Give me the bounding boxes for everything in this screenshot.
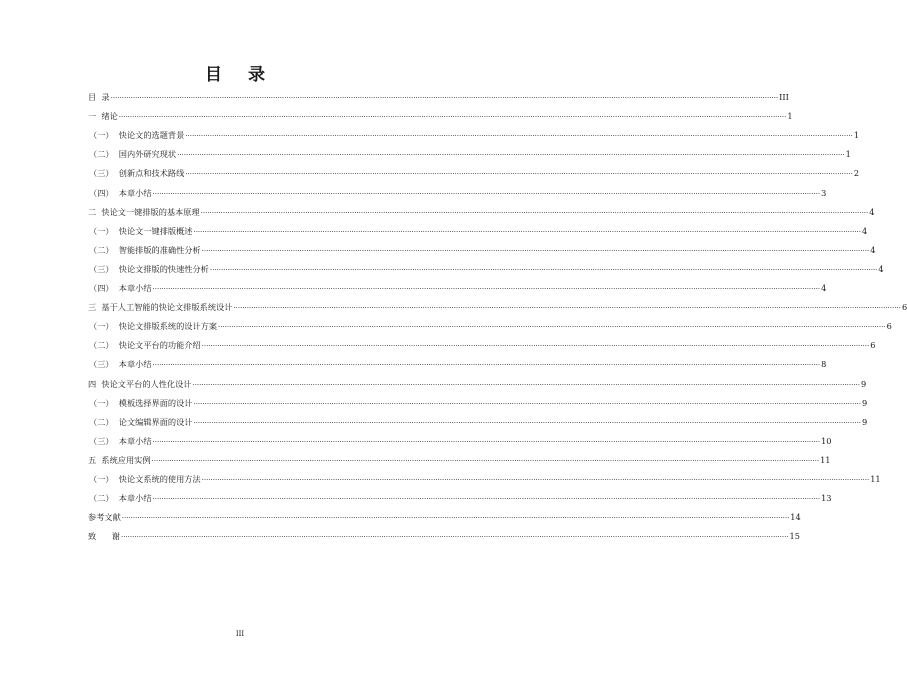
- toc-entry-page: 3: [821, 187, 827, 198]
- toc-entry[interactable]: [88, 178, 827, 198]
- dot-leader: ............................................................................................................................................................................................................................................................................................................: [192, 378, 860, 387]
- toc-entry-page: 4: [869, 206, 875, 217]
- toc-entry-page: 11: [870, 473, 881, 484]
- toc-entry-page: 4: [870, 244, 876, 255]
- toc-entry-page: 9: [862, 416, 868, 427]
- toc-entry-label: （三） 本章小结: [89, 359, 152, 370]
- toc-entry-page: 13: [821, 493, 832, 504]
- toc-entry-label: （四） 本章小结: [89, 283, 152, 294]
- dot-leader: ............................................................................................................................................................................................................................................................................................................: [193, 397, 861, 406]
- dot-leader: ............................................................................................................................................................................................................................................................................................................: [152, 283, 821, 292]
- toc-entry-label: 三 基于人工智能的快论文排版系统设计: [88, 302, 233, 313]
- toc-entry-page: 6: [901, 302, 907, 313]
- toc-entry-page: III: [779, 92, 789, 103]
- toc-entry-page: 15: [789, 531, 800, 542]
- toc-entry-label: （一） 快论文的选题背景: [89, 130, 185, 141]
- table-of-contents: [88, 83, 907, 542]
- toc-entry[interactable]: [88, 140, 851, 160]
- toc-entry[interactable]: [88, 121, 860, 141]
- toc-entry-label: （三） 本章小结: [89, 435, 152, 446]
- toc-entry-label: （一） 快论文系统的使用方法: [89, 473, 201, 484]
- dot-leader: ............................................................................................................................................................................................................................................................................................................: [193, 416, 861, 425]
- dot-leader: ............................................................................................................................................................................................................................................................................................................: [152, 493, 821, 502]
- toc-entry-label: 四 快论文平台的人性化设计: [88, 378, 192, 389]
- toc-entry[interactable]: [88, 159, 860, 179]
- toc-entry-label: （一） 快论文排版系统的设计方案: [89, 321, 218, 332]
- toc-entry-label: （二） 国内外研究现状: [89, 149, 177, 160]
- toc-entry-page: 1: [853, 130, 860, 141]
- toc-entry-page: 6: [886, 321, 892, 332]
- toc-entry-page: 4: [878, 263, 884, 274]
- dot-leader: ............................................................................................................................................................................................................................................................................................................: [193, 225, 861, 234]
- toc-entry-label: （二） 论文编辑界面的设计: [89, 416, 193, 427]
- dot-leader: ............................................................................................................................................................................................................................................................................................................: [152, 435, 821, 444]
- dot-leader: ............................................................................................................................................................................................................................................................................................................: [201, 473, 870, 482]
- toc-entry-label: 一 绪论: [88, 111, 118, 122]
- toc-entry-label: （四） 本章小结: [89, 187, 152, 198]
- toc-entry[interactable]: [88, 369, 867, 389]
- toc-entry-page: 2: [853, 168, 860, 179]
- dot-leader: ............................................................................................................................................................................................................................................................................................................: [118, 111, 787, 120]
- toc-entry-label: 致 谢: [88, 531, 120, 542]
- dot-leader: ............................................................................................................................................................................................................................................................................................................: [152, 187, 821, 196]
- toc-entry-label: 目 录: [88, 92, 110, 103]
- toc-entry-label: （二） 快论文平台的功能介绍: [89, 340, 201, 351]
- toc-entry-page: 9: [861, 378, 867, 389]
- toc-entry[interactable]: [88, 274, 827, 294]
- dot-leader: ............................................................................................................................................................................................................................................................................................................: [185, 168, 853, 177]
- toc-entry-label: （一） 快论文一键排版概述: [89, 225, 193, 236]
- toc-entry[interactable]: [88, 83, 789, 103]
- dot-leader: ............................................................................................................................................................................................................................................................................................................: [201, 244, 870, 253]
- dot-leader: ............................................................................................................................................................................................................................................................................................................: [201, 340, 870, 349]
- page-number: III: [235, 630, 245, 638]
- dot-leader: ............................................................................................................................................................................................................................................................................................................: [152, 359, 821, 368]
- dot-leader: ............................................................................................................................................................................................................................................................................................................: [185, 130, 853, 139]
- toc-entry[interactable]: [88, 408, 868, 427]
- toc-entry[interactable]: [88, 465, 881, 484]
- dot-leader: ............................................................................................................................................................................................................................................................................................................: [200, 206, 869, 215]
- dot-leader: ............................................................................................................................................................................................................................................................................................................: [177, 149, 845, 158]
- toc-entry-page: 8: [821, 359, 827, 370]
- toc-entry[interactable]: [88, 102, 793, 122]
- page-title: 目 录: [205, 65, 275, 85]
- toc-entry[interactable]: [88, 350, 827, 370]
- toc-entry-label: 参考文献: [88, 512, 121, 523]
- toc-entry-page: 14: [790, 512, 801, 523]
- toc-entry-label: （三） 创新点和技术路线: [89, 168, 185, 179]
- toc-entry-label: （一） 模板选择界面的设计: [89, 397, 193, 408]
- toc-entry-page: 1: [787, 111, 793, 122]
- dot-leader: ............................................................................................................................................................................................................................................................................................................: [218, 321, 886, 330]
- toc-entry-label: 五 系统应用实例: [88, 454, 151, 465]
- toc-entry[interactable]: [88, 522, 800, 542]
- toc-entry[interactable]: [88, 293, 907, 313]
- toc-entry[interactable]: [88, 389, 868, 408]
- dot-leader: ............................................................................................................................................................................................................................................................................................................: [209, 263, 878, 272]
- toc-entry-page: 6: [870, 340, 876, 351]
- toc-entry[interactable]: [88, 484, 832, 504]
- toc-entry[interactable]: [88, 312, 892, 332]
- toc-entry[interactable]: [88, 198, 875, 217]
- toc-entry-label: （二） 智能排版的准确性分析: [89, 244, 201, 255]
- toc-entry-page: 4: [862, 225, 868, 236]
- toc-entry[interactable]: [88, 236, 876, 255]
- toc-entry[interactable]: [88, 217, 868, 236]
- toc-entry-label: （三） 快论文排版的快速性分析: [89, 263, 209, 274]
- toc-entry[interactable]: [88, 446, 831, 465]
- dot-leader: ............................................................................................................................................................................................................................................................................................................: [151, 454, 820, 463]
- dot-leader: ............................................................................................................................................................................................................................................................................................................: [233, 302, 901, 311]
- toc-entry[interactable]: [88, 255, 884, 274]
- dot-leader: ............................................................................................................................................................................................................................................................................................................: [110, 92, 779, 101]
- toc-entry-page: 4: [821, 283, 827, 294]
- toc-entry-page: 9: [862, 397, 868, 408]
- toc-entry-page: 11: [820, 454, 831, 465]
- toc-entry[interactable]: [88, 503, 801, 523]
- toc-entry-label: （二） 本章小结: [89, 493, 152, 504]
- toc-entry[interactable]: [88, 427, 832, 446]
- dot-leader: ............................................................................................................................................................................................................................................................................................................: [121, 531, 789, 540]
- dot-leader: ............................................................................................................................................................................................................................................................................................................: [121, 512, 790, 521]
- toc-entry-page: 10: [821, 435, 832, 446]
- toc-entry[interactable]: [88, 331, 876, 351]
- toc-entry-page: 1: [845, 149, 851, 160]
- toc-entry-label: 二 快论文一键排版的基本原理: [88, 206, 200, 217]
